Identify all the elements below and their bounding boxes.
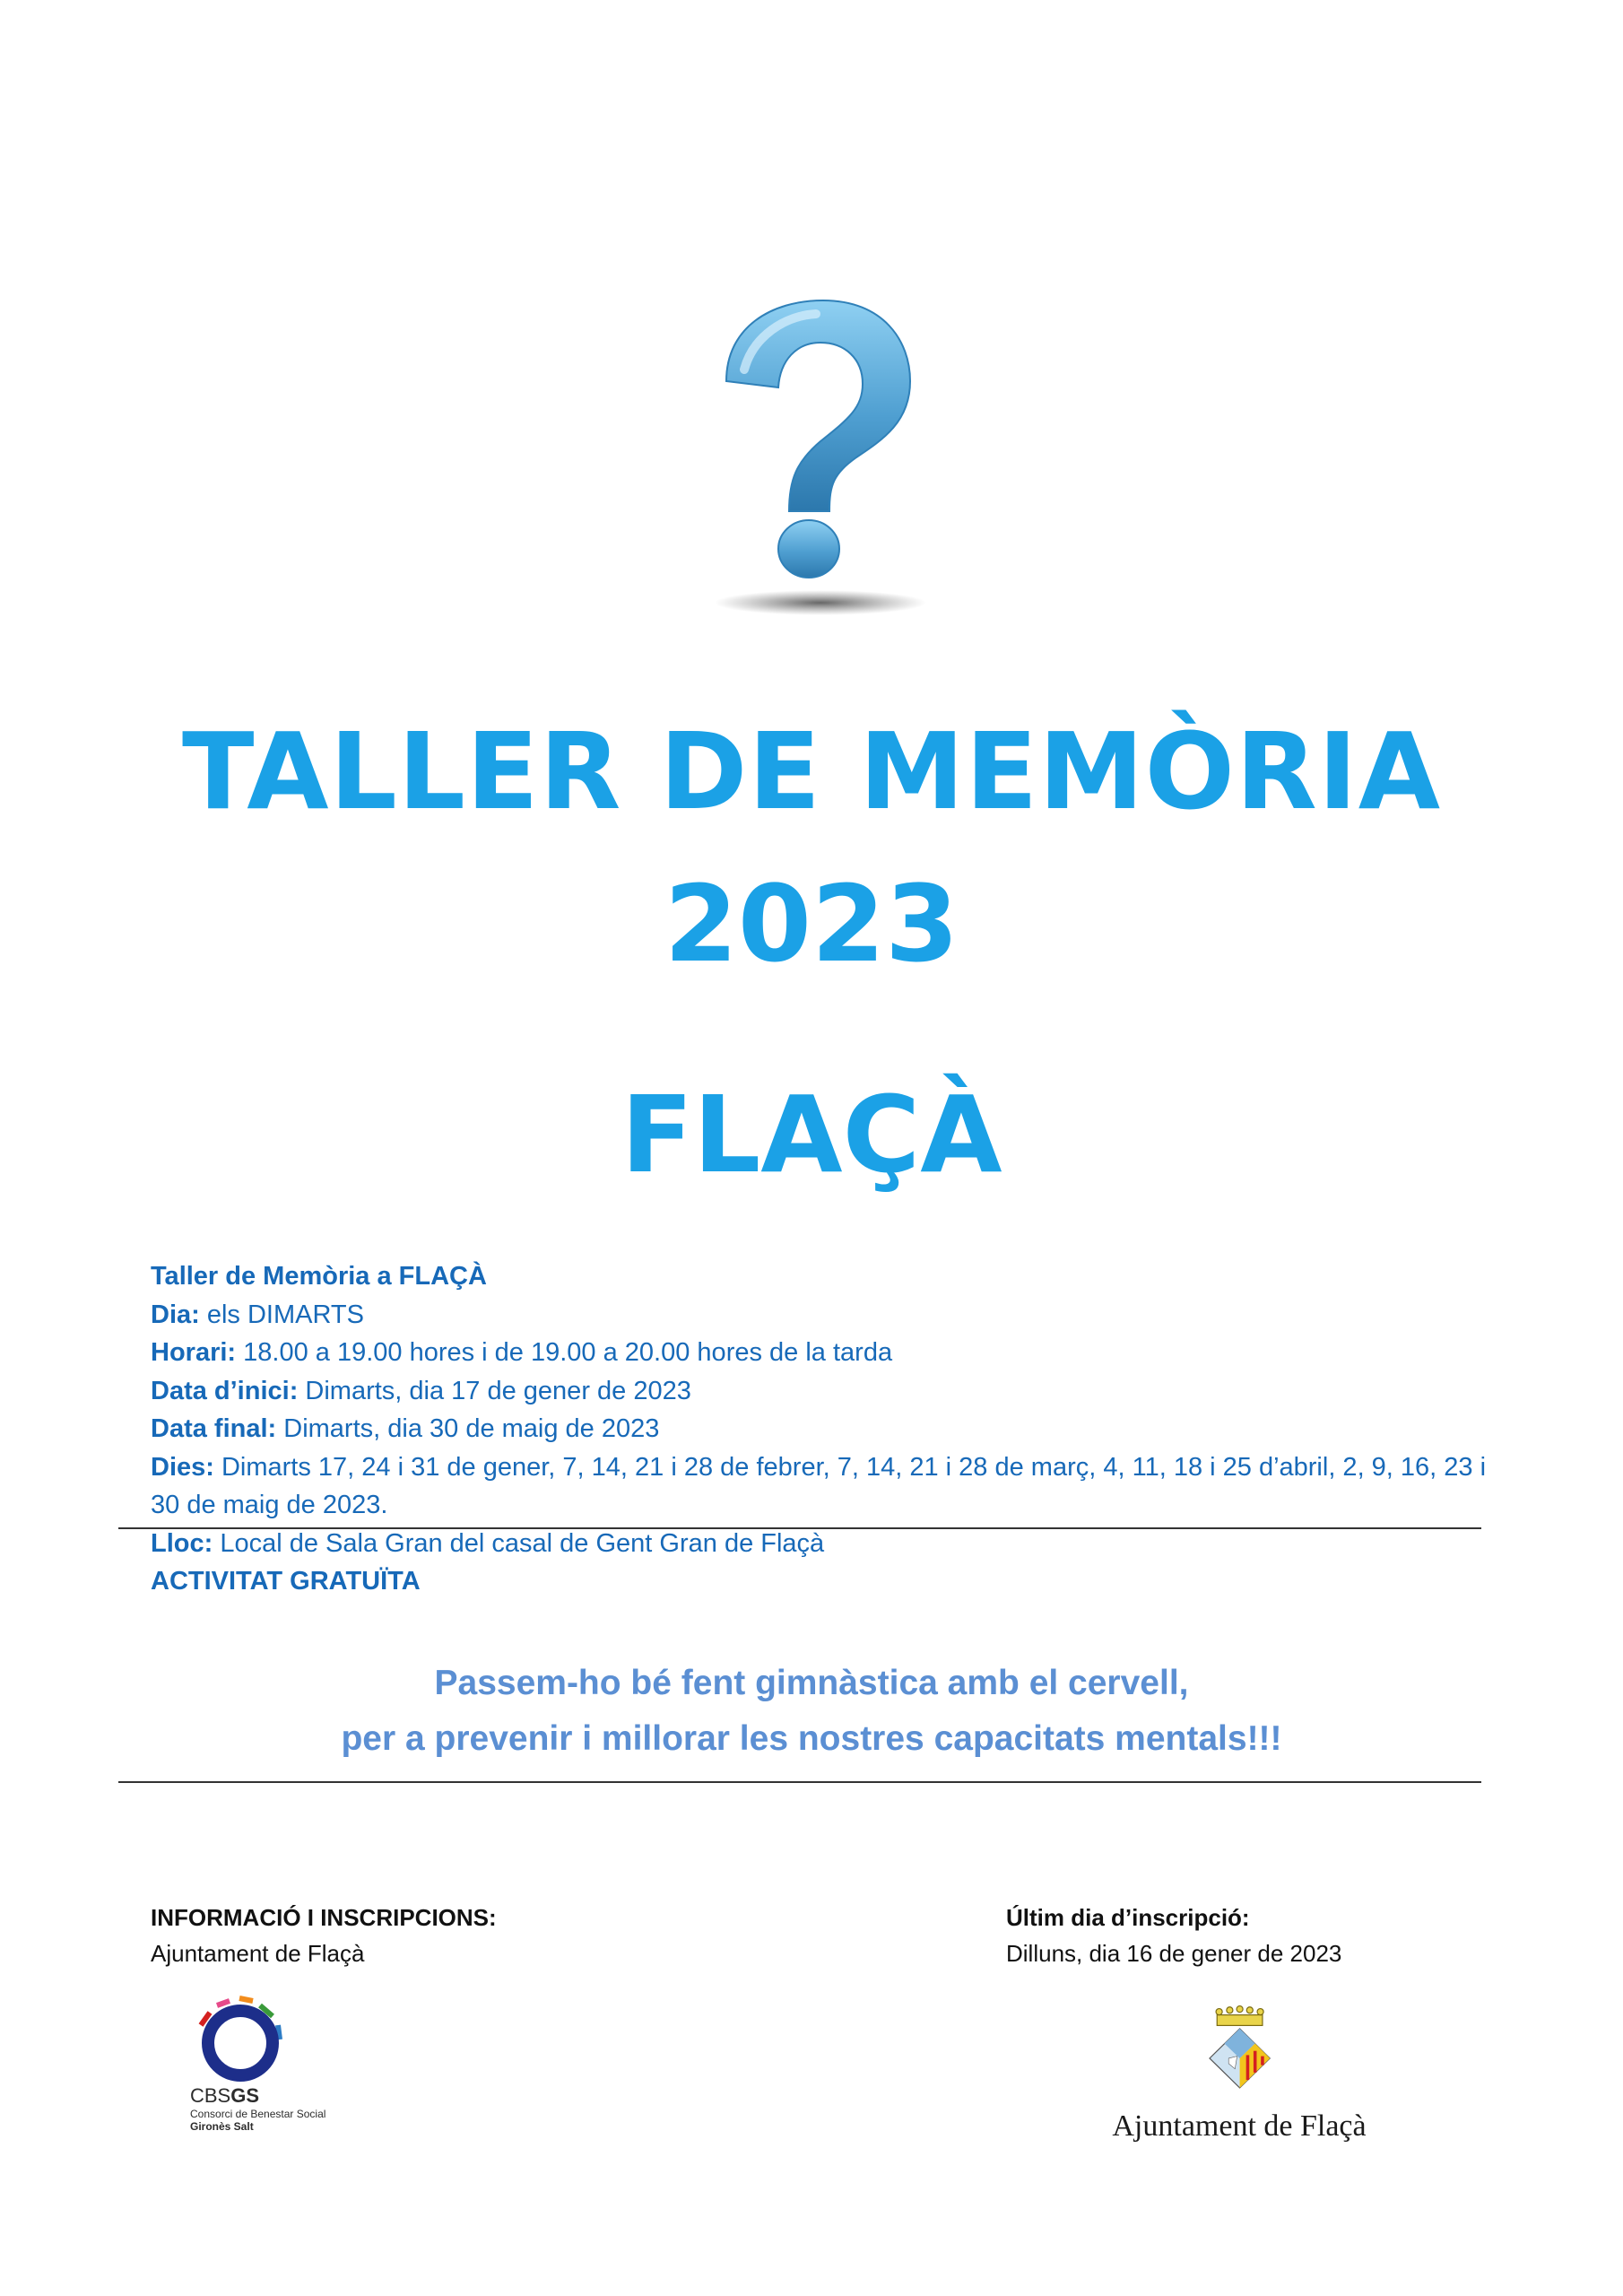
logo-subtitle: Consorci de Benestar Social xyxy=(190,2108,326,2120)
schedule-value: 18.00 a 19.00 hores i de 19.00 a 20.00 hores de la tarda xyxy=(236,1338,893,1367)
divider xyxy=(118,1527,1481,1529)
town-hall-name: Ajuntament de Flaçà xyxy=(1112,2109,1367,2143)
info-block xyxy=(151,1257,1496,1601)
registration-info xyxy=(151,1900,497,1971)
day-label: Dia: xyxy=(151,1300,200,1329)
title-year: 2023 xyxy=(664,862,959,986)
schedule-label: Horari: xyxy=(151,1338,237,1367)
registration-value: Ajuntament de Flaçà xyxy=(151,1940,365,1967)
logo-name-part: CBS xyxy=(190,2084,231,2107)
end-date-label: Data final: xyxy=(151,1414,277,1443)
slogan-line: per a prevenir i millorar les nostres capacitats mentals!!! xyxy=(341,1719,1282,1758)
start-date-value: Dimarts, dia 17 de gener de 2023 xyxy=(298,1376,691,1405)
deadline-heading: Últim dia d’inscripció: xyxy=(1006,1904,1250,1931)
cbsgs-logo-icon xyxy=(190,1993,289,2083)
logo-name-part: GS xyxy=(230,2084,260,2107)
info-heading: Taller de Memòria a FLAÇÀ xyxy=(151,1262,487,1291)
page-title: TALLER DE MEMÒRIA xyxy=(181,709,1442,833)
slogan-line: Passem-ho bé fent gimnàstica amb el cervell, xyxy=(434,1664,1189,1702)
day-value: els DIMARTS xyxy=(199,1300,364,1329)
deadline-info xyxy=(1006,1900,1341,1971)
divider xyxy=(118,1781,1481,1783)
days-value: Dimarts 17, 24 i 31 de gener, 7, 14, 21 i 28 de febrer, 7, 14, 21 i 28 de març, 4, 11, 18 i 25 d’abril, 2, 9, 16, 23 i 30 de maig de 2023. xyxy=(151,1452,1487,1519)
logo-subtitle: Gironès Salt xyxy=(190,2120,254,2133)
coat-of-arms-icon xyxy=(1096,2005,1383,2106)
free-activity-note: ACTIVITAT GRATUÏTA xyxy=(151,1567,421,1596)
question-mark-icon xyxy=(690,287,950,628)
place-label: Lloc: xyxy=(151,1528,213,1558)
start-date-label: Data d’inici: xyxy=(151,1376,299,1405)
title-town: FLAÇÀ xyxy=(621,1073,1002,1196)
registration-heading: INFORMACIÓ I INSCRIPCIONS: xyxy=(151,1904,497,1931)
days-label: Dies: xyxy=(151,1452,214,1482)
end-date-value: Dimarts, dia 30 de maig de 2023 xyxy=(276,1414,660,1443)
cbsgs-logo xyxy=(190,1993,378,2145)
deadline-value: Dilluns, dia 16 de gener de 2023 xyxy=(1006,1940,1342,1967)
place-value: Local de Sala Gran del casal de Gent Gran de Flaçà xyxy=(213,1528,825,1558)
